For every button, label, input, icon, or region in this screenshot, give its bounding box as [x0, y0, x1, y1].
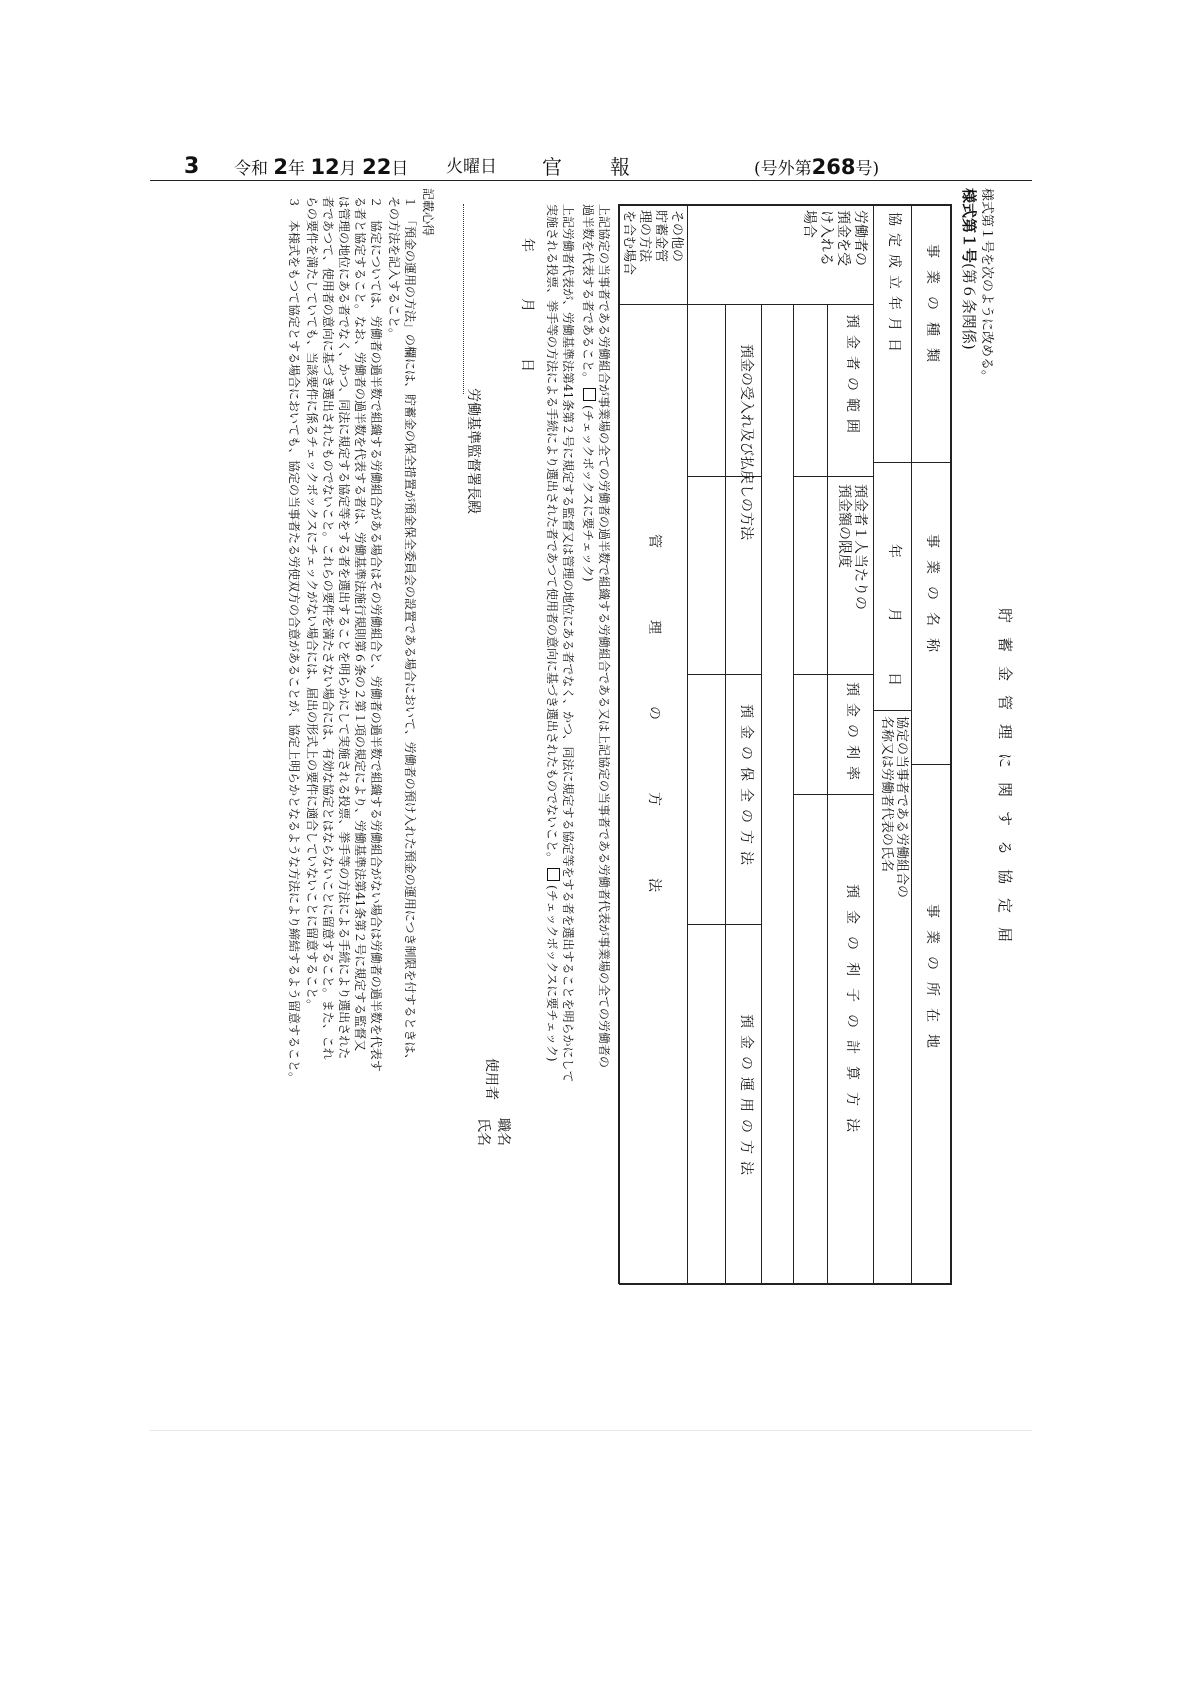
col-line [912, 462, 952, 463]
page-bottom-rule [150, 1430, 1032, 1431]
addressee: 労働基準監督署長殿 [465, 388, 481, 514]
table-border-top [951, 204, 953, 1284]
issue-prefix: (号外第 [754, 159, 812, 179]
employer-title: 職名 [495, 1118, 511, 1146]
notes-heading: 記載心得 [421, 188, 435, 237]
col-line [688, 924, 762, 925]
date-month-unit: 月 [339, 159, 357, 179]
col-line [874, 462, 912, 463]
other-section-line4: を合む場合 [621, 210, 636, 276]
col-line [688, 674, 762, 675]
weekday: 火曜日 [446, 157, 497, 177]
other-section-line2: 貯蓄金管 [653, 210, 668, 263]
form-number-text: 様式第１号 [960, 188, 978, 264]
agreement-date-placeholder: 年 月 日 [886, 544, 902, 704]
gazette-header [150, 150, 1032, 184]
paper-name: 官報 [542, 155, 678, 179]
deposit-section-label [800, 210, 868, 266]
rotated-form-body [162, 188, 1022, 1328]
interest-calc-header: 預金の利子の計算方法 [844, 884, 860, 1144]
addressee-line [463, 204, 464, 394]
row-line [687, 204, 688, 1284]
header-rule [150, 180, 1032, 181]
employer-label: 使用者 [483, 1058, 499, 1100]
table-border-right [619, 1283, 952, 1285]
withdraw-method-header: 預金の受入れ及び払戻しの方法 [738, 344, 754, 540]
deposit-limit-line1: 預金者１人当たりの [852, 484, 868, 610]
date-era: 令和 [234, 159, 268, 179]
note-2a: ２ 協定については、労働者の過半数で組織する労働組合がある場合はその労働組合と、労働者の過半数で組織する労働組合がない場合は労働者の過半数を代表す [369, 196, 383, 1072]
check-hint-2: (チェックボックスに要チェック) [545, 885, 559, 1062]
date-year: 2 [273, 155, 289, 179]
col-line [794, 674, 874, 675]
col-line [912, 764, 952, 765]
check-statement-1b: 過半数を代表する者であること。 [581, 204, 595, 385]
form-clause: (第６条関係) [960, 263, 978, 350]
union-rep-label [879, 716, 909, 898]
other-section-line1: その他の [669, 210, 684, 263]
check-statement-1b-line [580, 204, 596, 582]
check-statement-1a: 上記協定の当事者である労働組合が事業場の全ての労働者の過半数で組織する労働組合である又は上記協定の当事者である労働者代表が事業場の全ての労働者の [597, 204, 611, 1069]
check-hint-1: (チェックボックスに要チェック) [581, 405, 595, 582]
checkbox-1[interactable] [583, 388, 596, 401]
check-statement-2b-line [544, 204, 560, 1062]
note-1a: １ 「預金の運用の方法」の欄には、貯蓄金の保全措置が預金保全委員会の設置である場合において、労働者の預け入れた預金の運用につき制限を付するときは、 [403, 196, 417, 1066]
operation-method-header: 預金の運用の方法 [738, 1014, 754, 1182]
table-border-bottom [619, 204, 621, 1284]
deposit-section-line1: 労働者の [852, 210, 868, 266]
submission-date: 年 月 日 [519, 238, 535, 378]
note-2b: る者と協定すること。なお、労働者の過半数を代表する者は、労働基準法施行規則第６条の２第１項の規定により、労働基準法第41条第２号に規定する監督又 [353, 196, 367, 1052]
check-statement-2b: 実施される投票、挙手等の方法による手続により選出された者であつて使用者の意向に基づき選出されたものでないこと。 [545, 204, 559, 865]
note-2c: は管理の地位にある者でなく、かつ、同法に規定する協定等をする者を選出することを明らかにして実施される投票、挙手等の方法による手続により選出された [337, 196, 351, 1060]
deposit-limit-line2: 預金額の限度 [836, 484, 852, 568]
page-number: 3 [184, 154, 200, 179]
col-line [620, 304, 874, 305]
management-method-header: 管理の方法 [646, 534, 662, 964]
table-border-left [619, 204, 952, 206]
business-name-header: 事業の名称 [924, 534, 940, 664]
protection-method-header: 預金の保全の方法 [738, 704, 754, 872]
employer-name: 氏名 [475, 1118, 491, 1146]
depositor-scope-header: 預金者の範囲 [844, 314, 860, 440]
row-line [911, 204, 912, 1284]
union-rep-label-line2: 名称又は労働者代表の氏名 [879, 716, 894, 873]
agreement-date-label: 協定成立年月日 [886, 212, 902, 359]
deposit-section-line3: け入れる [818, 210, 834, 266]
deposit-section-line4: 場合 [801, 210, 817, 238]
note-3: ３ 本様式をもつて協定とする場合においても、協定の当事者たる労使双方の合意があることが、協定上明らかとなるような方法により締結するよう留意すること。 [287, 196, 301, 1085]
note-2d: 者であつて、使用者の意向に基づき選出されたものでないこと。これらの要件を満たさない場合には、有効な協定とはならないことに留意すること。また、これ [321, 196, 335, 1060]
agreement-table [620, 204, 980, 1284]
union-rep-label-line1: 協定の当事者である労働組合の [894, 716, 909, 899]
issue-suffix: 号) [855, 159, 880, 179]
business-location-header: 事業の所在地 [924, 904, 940, 1060]
date-day-unit: 日 [391, 159, 409, 179]
issue-no: 268 [811, 155, 856, 179]
row-line [725, 304, 726, 1284]
date-day: 22 [362, 155, 392, 179]
note-2e: らの要件を満たしていても、当該要件に係るチェックボックスにチェックがない場合には、届出の形式上の要件に適合していないことに留意すること。 [305, 196, 319, 1012]
col-line [874, 710, 912, 711]
col-line [794, 1284, 874, 1285]
other-section-line3: 理の方法 [637, 210, 652, 263]
business-type-header: 事業の種類 [924, 244, 940, 374]
deposit-limit-header [836, 484, 868, 610]
check-statement-2a: 上記労働者代表が、労働基準法第41条第２号に規定する監督又は管理の地位にある者でなく、かつ、同法に規定する協定等をする者を選出することを明らかにして [561, 204, 575, 1083]
date-month: 12 [310, 155, 340, 179]
checkbox-2[interactable] [547, 868, 560, 881]
note-1b: その方法を記入すること。 [387, 196, 401, 341]
amendment-note: 様式第１号を次のように改める。 [979, 188, 994, 384]
gazette-page [150, 150, 1032, 1430]
other-section-label [620, 210, 684, 275]
col-line [794, 794, 874, 795]
row-line [761, 304, 762, 1284]
col-line [794, 476, 874, 477]
row-line [873, 204, 874, 1284]
date-year-unit: 年 [288, 159, 306, 179]
interest-rate-header: 預金の利率 [844, 682, 860, 787]
form-title: 貯蓄金管理に関する協定届 [996, 608, 1014, 957]
deposit-section-line2: 預金を受 [835, 210, 851, 266]
